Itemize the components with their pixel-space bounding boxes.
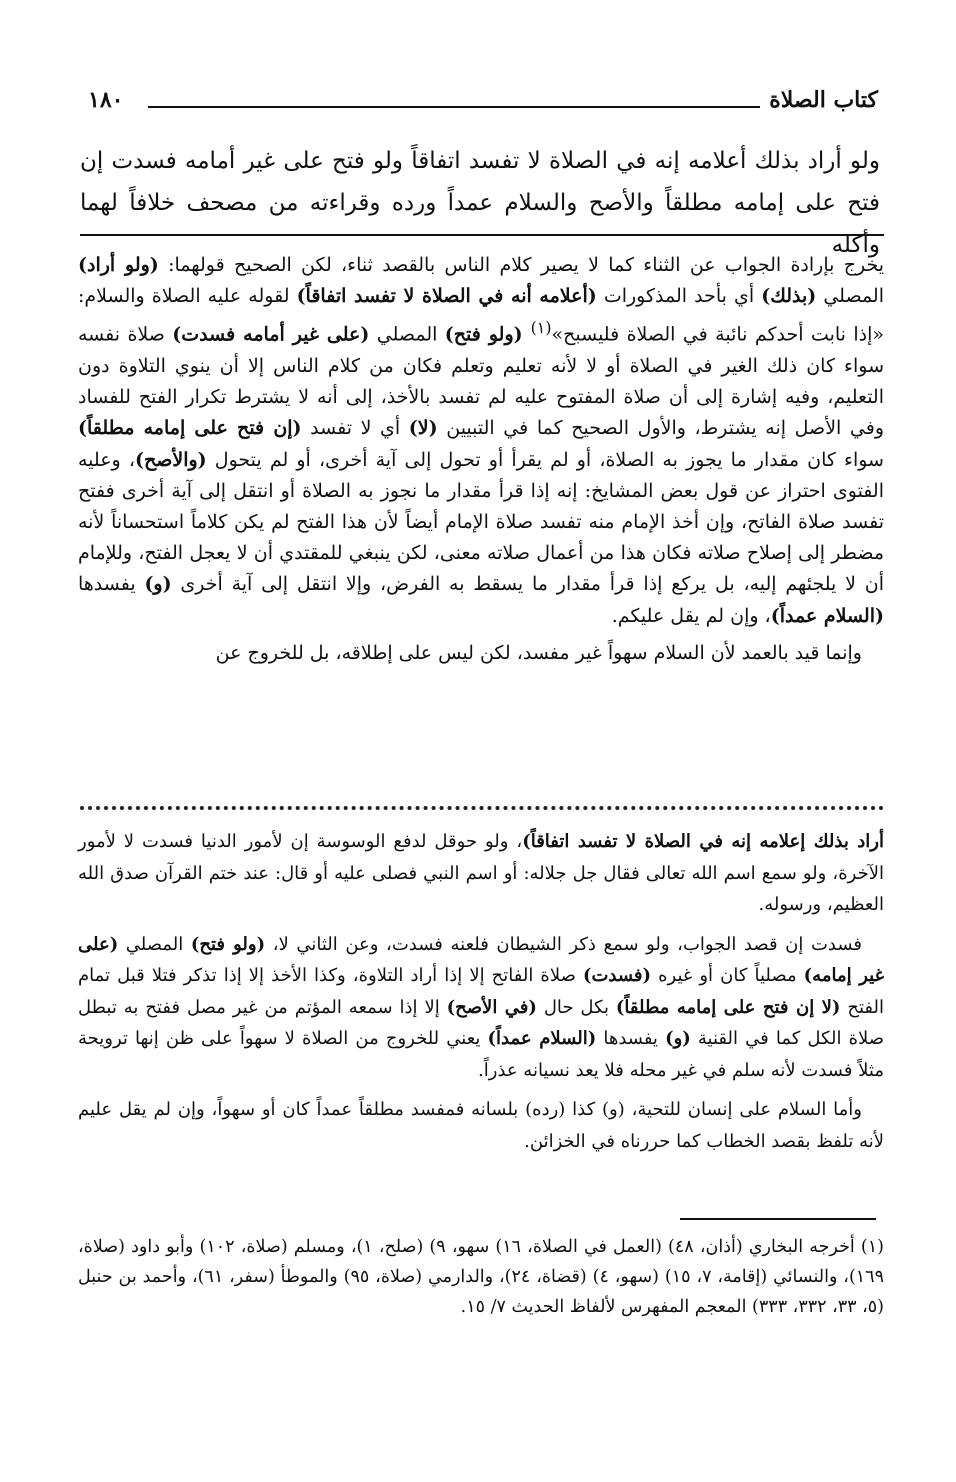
commentary-lemma: (إن فتح على إمامه مطلقاً) xyxy=(78,417,302,440)
commentary-text: ، وعليه الفتوى احتراز عن قول بعض المشايخ: إنه إذا قرأ مقدار ما نجوز به الصلاة أو انتقل إلى آية أخرى ففتح تفسد صلاة الفاتح، وإن أخذ الإمام منه تفسد صلاة الإمام أيضاً لأن هذا الفتح لم يكن كلاماً استحساناً لأنه مضطر إلى إصلاح صلاته فكان هذا من أعمال صلاته معنى، لكن ينبغي للمقتدي أن لا يعجل الفتح، وللإمام أن لا يلجئهم إليه، بل يركع إذا قرأ مقدار ما يسقط به الفرض، وإلا انتقل إلى آية أخرى xyxy=(78,448,884,596)
commentary xyxy=(78,250,884,669)
commentary-paragraph-2: وإنما قيد بالعمد لأن السلام سهواً غير مفسد، لكن ليس على إطلاقه، بل للخروج عن xyxy=(215,641,862,664)
commentary-lemma: (بذلك) xyxy=(761,285,817,308)
gloss-text: يفسدها xyxy=(596,1028,666,1049)
gloss-lemma: (فسدت) xyxy=(582,965,652,986)
gloss-text: صلاة الفاتح إلا إذا أراد التلاوة، وكذا الأخذ إلا إذا تذكر فتلا قبل تمام الفتح xyxy=(78,965,884,1018)
gloss-paragraph-1 xyxy=(78,826,884,921)
gloss-text: يعني للخروج من الصلاة لا سهواً على ظن إنها ترويحة مثلاً فسدت لأنه سلم في غير محله فلا يعد نسيانه عذراً. xyxy=(78,1028,884,1081)
gloss-lemma: (على غير إمامه) xyxy=(78,933,884,986)
page-number: ١٨٠ xyxy=(88,87,124,113)
commentary-text: المصلي xyxy=(816,285,884,308)
gloss-lemma: (في الأصح) xyxy=(446,996,537,1018)
commentary-text: صلاة نفسه سواء كان ذلك الغير في الصلاة أو لا لأنه تعليم وتعلم فكان من كلام الناس إلا أن ينوي التلاوة دون التعليم، وفيه إشارة إلى أن صلاة المفتوح عليه لم تفسد بالأخذ، إلى أنه لا يشترط تكرار الفتح للفساد وفي الأصل إنه يشترط، والأول الصحيح كما في التبيين xyxy=(78,323,885,440)
gloss-lemma: (السلام عمداً) xyxy=(487,1028,597,1049)
commentary-text: لقوله عليه الصلاة والسلام: «إذا نابت أحدكم نائبة في الصلاة فليسبح» xyxy=(78,285,885,346)
commentary-lemma: (و) xyxy=(144,573,172,596)
dotted-separator xyxy=(80,806,884,814)
main-text: ولو أراد بذلك أعلامه إنه في الصلاة لا تفسد اتفاقاً ولو فتح على غير أمامه فسدت إن فتح على إمامه مطلقاً والأصح والسلام عمداً ورده وقراءته من مصحف خلافاً لهما وأكله xyxy=(80,148,880,258)
footnote-reference[interactable]: (١) xyxy=(530,318,552,338)
commentary-lemma: (على غير أمامه فسدت) xyxy=(172,323,370,346)
commentary-text: سواء كان مقدار ما يجوز به الصلاة، أو لم يقرأ أو تحول إلى آية أخرى، أو لم يتحول xyxy=(206,448,884,471)
gloss-lemma: (ولو فتح) xyxy=(190,933,266,955)
gloss-lemma: أراد بذلك إعلامه إنه في الصلاة لا تفسد اتفاقاً) xyxy=(522,831,884,852)
running-header xyxy=(88,86,878,116)
gloss-text: المصلي xyxy=(118,933,191,955)
commentary-text: يخرج بإرادة الجواب عن الثناء كما لا يصير كلام الناس بالقصد ثناء، لكن الصحيح قولهما: xyxy=(168,254,884,276)
commentary-lemma: (أعلامه أنه في الصلاة لا تفسد اتفاقاً) xyxy=(296,285,597,308)
commentary-text: أي بأحد المذكورات xyxy=(596,285,762,308)
gloss-lemma: (لا إن فتح على إمامه مطلقاً) xyxy=(615,996,841,1018)
commentary-text: المصلي xyxy=(369,323,445,346)
main-text-divider xyxy=(80,234,884,236)
footnote: (١) أخرجه البخاري (أذان، ٤٨) (العمل في الصلاة، ١٦) سهو، ٩) (صلح، ١)، ومسلم (صلاة، ١٠٢) وأبو داود (صلاة، ١٦٩)، والنسائي (إقامة، ٧، ١٥) (سهو، ٤) (قضاة، ٢٤)، والدارمي (صلاة، ٩٥) والموطأ (سفر، ٦١)، وأحمد بن حنبل (٥، ٣٣، ٣٣٢، ٣٣٣) المعجم المفهرس لألفاظ الحديث ٧/ ١٥. xyxy=(78,1237,884,1317)
gloss-text: ، ولو حوقل لدفع الوسوسة إن لأمور الدنيا فسدت لا لأمور الآخرة، ولو سمع اسم الله تعالى فقال جل جلاله: أو اسم النبي فصلى عليه أو قال: عند ختم القرآن صدق الله العظيم، ورسوله. xyxy=(78,831,884,915)
footnote-rule xyxy=(680,1218,876,1220)
commentary-lemma: (السلام عمداً) xyxy=(770,604,884,627)
header-rule xyxy=(148,106,760,108)
gloss-text: مصلياً كان أو غيره xyxy=(651,965,804,986)
commentary-lemma: (ولو أراد) xyxy=(78,254,159,276)
marginal-gloss xyxy=(78,826,884,1157)
commentary-lemma: (والأصح) xyxy=(134,448,207,471)
gloss-paragraph-3: وأما السلام على إنسان للتحية، (و) كذا (رده) بلسانه فمفسد مطلقاً عمداً كان أو سهواً، وإن لم يقل عليم لأنه تلفظ بقصد الخطاب كما حررناه في الخزائن. xyxy=(78,1099,884,1152)
commentary-lemma: (لا) xyxy=(408,417,438,440)
gloss-paragraph-2 xyxy=(78,929,884,1087)
chapter-title: كتاب الصلاة xyxy=(769,87,878,113)
commentary-text: يفسدها xyxy=(78,573,145,596)
gloss-text: إلا إذا سمعه المؤتم من غير مصل ففتح به تبطل صلاة الكل كما في القنية xyxy=(78,996,885,1049)
gloss-text: بكل حال xyxy=(536,996,616,1018)
gloss-text: فسدت إن قصد الجواب، ولو سمع ذكر الشيطان فلعنه فسدت، وعن الثاني لا، xyxy=(265,933,862,955)
gloss-lemma: (و) xyxy=(665,1028,691,1049)
commentary-paragraph-1 xyxy=(78,250,884,632)
commentary-lemma: (ولو فتح) xyxy=(444,323,531,346)
commentary-text: أي لا تفسد xyxy=(301,417,409,440)
commentary-text: ، وإن لم يقل عليكم. xyxy=(611,604,771,627)
